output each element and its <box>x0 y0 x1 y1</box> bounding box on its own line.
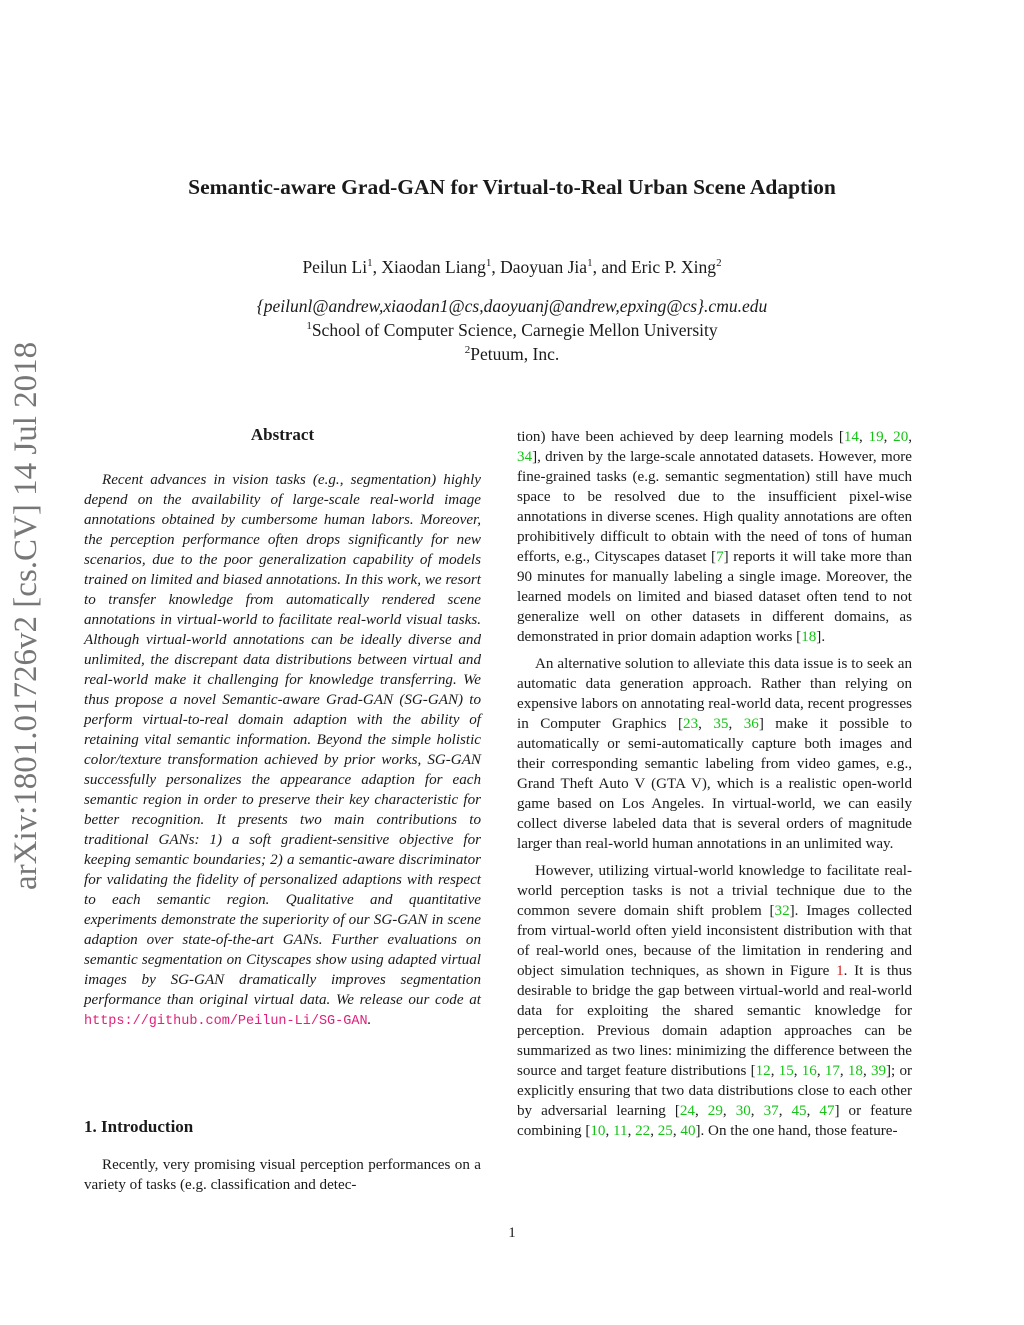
citation-link[interactable]: 16 <box>801 1063 817 1079</box>
citation-link[interactable]: 14 <box>843 429 859 445</box>
citation-link[interactable]: 15 <box>778 1063 794 1079</box>
code-link[interactable]: https://github.com/Peilun-Li/SG-GAN <box>84 1014 368 1029</box>
citation-link[interactable]: 10 <box>590 1123 606 1139</box>
author-name: Peilun Li <box>302 257 368 277</box>
affiliation-mark: 1 <box>485 257 492 269</box>
abstract-heading: Abstract <box>250 425 315 444</box>
section-heading-introduction: 1. Introduction <box>84 1117 194 1136</box>
citation-link[interactable]: 25 <box>657 1123 673 1139</box>
intro-paragraph: Recently, very promising visual perception performances on a variety of tasks (e.g. classification and detec- <box>84 1157 481 1193</box>
citation-link[interactable]: 35 <box>713 716 729 732</box>
affiliation-2: $^2$Petuum, Inc. <box>464 344 560 364</box>
citation-link[interactable]: 37 <box>763 1103 779 1119</box>
author-list: Peilun Li$^1$, Xiaodan Liang$^1$, Daoyuan Jia$^1$, and Eric P. Xing$^2$ <box>302 257 722 277</box>
citation-link[interactable]: 22 <box>635 1123 651 1139</box>
citation-link[interactable]: 12 <box>755 1063 771 1079</box>
body-paragraph: However, utilizing virtual-world knowledge to facilitate real-world perception tasks is not a trivial technique due to the common severe domain shift problem [32]. Images collected from virtual-world often yield inconsistent distribution with that of real-world ones, because of the limitation in rendering and object simulation techniques, as shown in Figure 1. It is thus desirable to bridge the gap between virtual-world and real-world data for exploiting the shared semantic knowledge for perception. Previous domain adaption approaches can be summarized as two lines: minimizing the difference between the source and target feature distributions [12, 15, 16, 17, 18, 39]; or explicitly ensuring that two data distributions close to each other by adversarial learning [24, 29, 30, 37, 45, 47] or feature combining [10, 11, 22, 25, 40]. On the one hand, those feature- <box>517 863 913 1139</box>
citation-link[interactable]: 11 <box>613 1123 628 1139</box>
right-column <box>517 427 912 1141</box>
author-name: Eric P. Xing <box>630 257 717 277</box>
citation-link[interactable]: 45 <box>791 1103 807 1119</box>
affiliation-1: $^1$School of Computer Science, Carnegie Mellon University <box>306 320 718 340</box>
citation-link[interactable]: 36 <box>743 716 759 732</box>
arxiv-watermark: arXiv:1801.01726v2 [cs.CV] 14 Jul 2018 <box>8 341 44 890</box>
citation-link[interactable]: 32 <box>774 903 790 919</box>
figure-ref-link[interactable]: 1 <box>836 963 844 979</box>
citation-link[interactable]: 18 <box>847 1063 863 1079</box>
citation-link[interactable]: 17 <box>824 1063 840 1079</box>
body-paragraph: An alternative solution to alleviate this data issue is to seek an automatic data generation approach. Rather than relying on expensive labors on annotating real-world data, recent progresses in Computer Graphics [23, 35, 36] make it possible to automatically or semi-automatically capture both images and their corresponding semantic labeling from video games, e.g., Grand Theft Auto V (GTA V), which is a realistic open-world game based on Los Angeles. In virtual-world, we can easily collect diverse labeled data that is several orders of magnitude larger than real-world human annotations in an unlimited way. <box>517 656 912 852</box>
affiliation-mark: 1 <box>367 257 373 269</box>
author-name: Xiaodan Liang <box>381 257 486 277</box>
citation-link[interactable]: 30 <box>735 1103 751 1119</box>
citation-link[interactable]: 34 <box>517 449 533 465</box>
abstract-body: Recent advances in vision tasks (e.g., segmentation) highly depend on the availability of large-scale real-world image annotations obtained by cumbersome human labors. Moreover, the perception performance often drops significantly for new scenarios, due to the poor generalization capability of models trained on limited and biased annotations. In this work, we resort to transfer knowledge from automatically rendered scene annotations in virtual-world to facilitate real-world visual tasks. Although virtual-world annotations can be ideally diverse and unlimited, the discrepant data distributions between virtual and real-world make it challenging for knowledge transferring. We thus propose a novel Semantic-aware Grad-GAN (SG-GAN) to perform virtual-to-real domain adaption with the ability of retaining vital semantic information. Beyond the simple holistic color/texture transformation achieved by prior works, SG-GAN successfully personalizes the appearance adaption for each semantic region in order to preserve their key characteristic for better recognition. It presents two main contributions to traditional GANs: 1) a soft gradient-sensitive objective for keeping semantic boundaries; 2) a semantic-aware discriminator for validating the fidelity of personalized adaptions with respect to each semantic region. Qualitative and quantitative experiments demonstrate the superiority of our SG-GAN in scene adaption over state-of-the-art GANs. Further evaluations on semantic segmentation on Cityscapes show using adapted virtual images by SG-GAN dramatically improves segmentation performance than original virtual data. We release our code at https://github.com/Peilun-Li/SG-GAN. <box>84 472 481 1029</box>
affiliation-mark: 1 <box>587 257 593 269</box>
paper-title: Semantic-aware Grad-GAN for Virtual-to-Real Urban Scene Adaption <box>188 175 836 199</box>
citation-link[interactable]: 18 <box>801 629 817 645</box>
citation-link[interactable]: 40 <box>680 1123 696 1139</box>
citation-link[interactable]: 19 <box>868 429 884 445</box>
page-number: 1 <box>508 1225 516 1241</box>
author-emails: {peilunl@andrew,xiaodan1@cs,daoyuanj@andrew,epxing@cs}.cmu.edu <box>256 296 768 316</box>
citation-link[interactable]: 39 <box>870 1063 887 1079</box>
citation-link[interactable]: 23 <box>683 716 699 732</box>
author-name: Daoyuan Jia <box>500 257 588 277</box>
citation-link[interactable]: 29 <box>707 1103 723 1119</box>
affiliation-mark: 2 <box>716 257 722 269</box>
citation-link[interactable]: 24 <box>679 1103 695 1119</box>
citation-link[interactable]: 7 <box>716 549 724 565</box>
citation-link[interactable]: 47 <box>819 1103 835 1119</box>
body-paragraph: tion) have been achieved by deep learning models [14, 19, 20, 34], driven by the large-scale annotated datasets. However, more fine-grained tasks (e.g. semantic segmentation) still have much space to be resolved due to the insufficient pixel-wise annotations in diverse scenes. High quality annotations are often prohibitively difficult to obtain with the need of tons of human efforts, e.g., Cityscapes dataset [7] reports it will take more than 90 minutes for manually labeling a single image. Moreover, the learned models on limited and biased dataset often tend to not generalize well on other datasets in different domains, as demonstrated in prior domain adaption works [18]. <box>517 429 913 645</box>
citation-link[interactable]: 20 <box>893 429 909 445</box>
